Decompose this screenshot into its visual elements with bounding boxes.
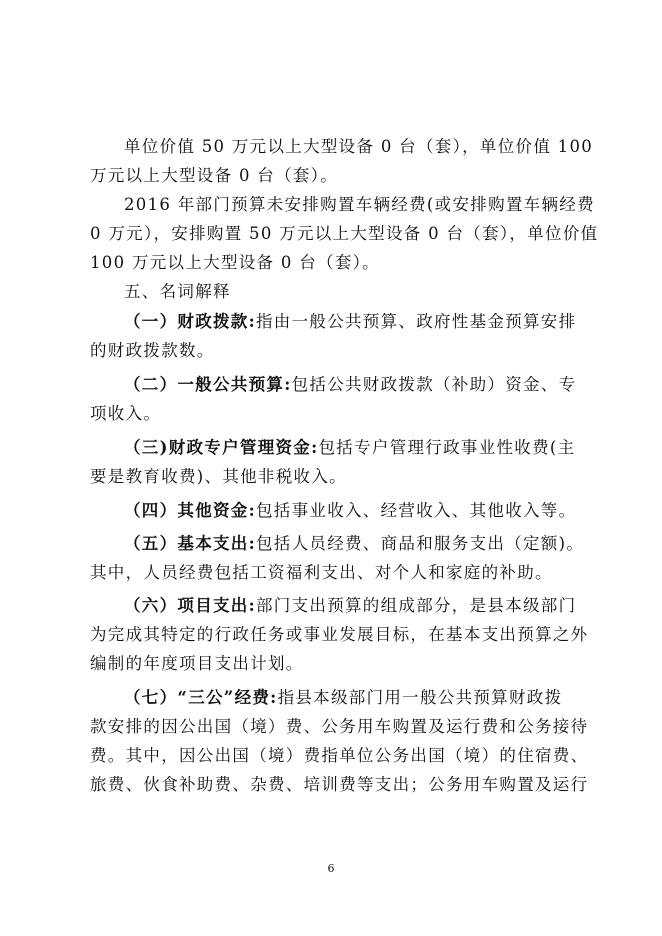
paragraph-line: 100 万元以上大型设备 0 台（套）。	[90, 253, 380, 272]
term-line-6	[124, 595, 576, 617]
paragraph-line: 单位价值 50 万元以上大型设备 0 台（套），单位价值 100	[124, 137, 594, 156]
term-continuation: 项收入。	[90, 404, 162, 423]
paragraph-line: 万元以上大型设备 0 台（套）。	[90, 166, 339, 185]
term-desc: 指由一般公共预算、政府性基金预算安排	[256, 312, 577, 331]
term-desc: 部门支出预算的组成部分，是县本级部门	[256, 596, 577, 615]
term-desc: 包括专户管理行政事业性收费(主	[318, 438, 576, 457]
term-line-4	[124, 500, 576, 522]
term-continuation: 的财政拨款数。	[90, 341, 215, 360]
section-heading: 五、名词解释	[124, 282, 231, 301]
term-label: （三)财政专户管理资金:	[124, 438, 319, 457]
term-label: （五）基本支出:	[124, 534, 256, 553]
paragraph-line: 0 万元），安排购置 50 万元以上大型设备 0 台（套），单位价值	[90, 224, 599, 243]
term-label: （一）财政拨款:	[124, 312, 256, 331]
term-desc: 指县本级部门用一般公共预算财政拨	[277, 688, 563, 707]
term-label: （四）其他资金:	[124, 501, 256, 520]
paragraph-line: 2016 年部门预算未安排购置车辆经费(或安排购置车辆经费	[124, 195, 595, 214]
term-line-7	[124, 687, 562, 709]
term-continuation: 旅费、伙食补助费、杂费、培训费等支出；公务用车购置及运行	[90, 775, 589, 794]
term-continuation: 要是教育收费)、其他非税收入。	[90, 467, 347, 486]
term-line-3	[124, 437, 575, 459]
term-desc: 包括事业收入、经营收入、其他收入等。	[256, 501, 577, 520]
term-continuation: 款安排的因公出国（境）费、公务用车购置及运行费和公务接待	[90, 717, 589, 736]
page-number: 6	[327, 862, 335, 875]
term-continuation: 编制的年度项目支出计划。	[90, 654, 304, 673]
term-line-2	[124, 374, 576, 396]
term-continuation: 为完成其特定的行政任务或事业发展目标，在基本支出预算之外	[90, 625, 589, 644]
term-desc: 包括人员经费、商品和服务支出（定额)。	[256, 534, 585, 553]
term-line-5	[124, 533, 584, 555]
term-desc: 包括公共财政拨款（补助）资金、专	[291, 375, 577, 394]
term-label: （六）项目支出:	[124, 596, 256, 615]
term-label: （二）一般公共预算:	[124, 375, 292, 394]
term-continuation: 其中，人员经费包括工资福利支出、对个人和家庭的补助。	[90, 563, 553, 582]
term-continuation: 费。其中，因公出国（境）费指单位公务出国（境）的住宿费、	[90, 746, 589, 765]
term-label: （七）“三公”经费:	[124, 688, 278, 707]
term-line-1	[124, 311, 576, 333]
